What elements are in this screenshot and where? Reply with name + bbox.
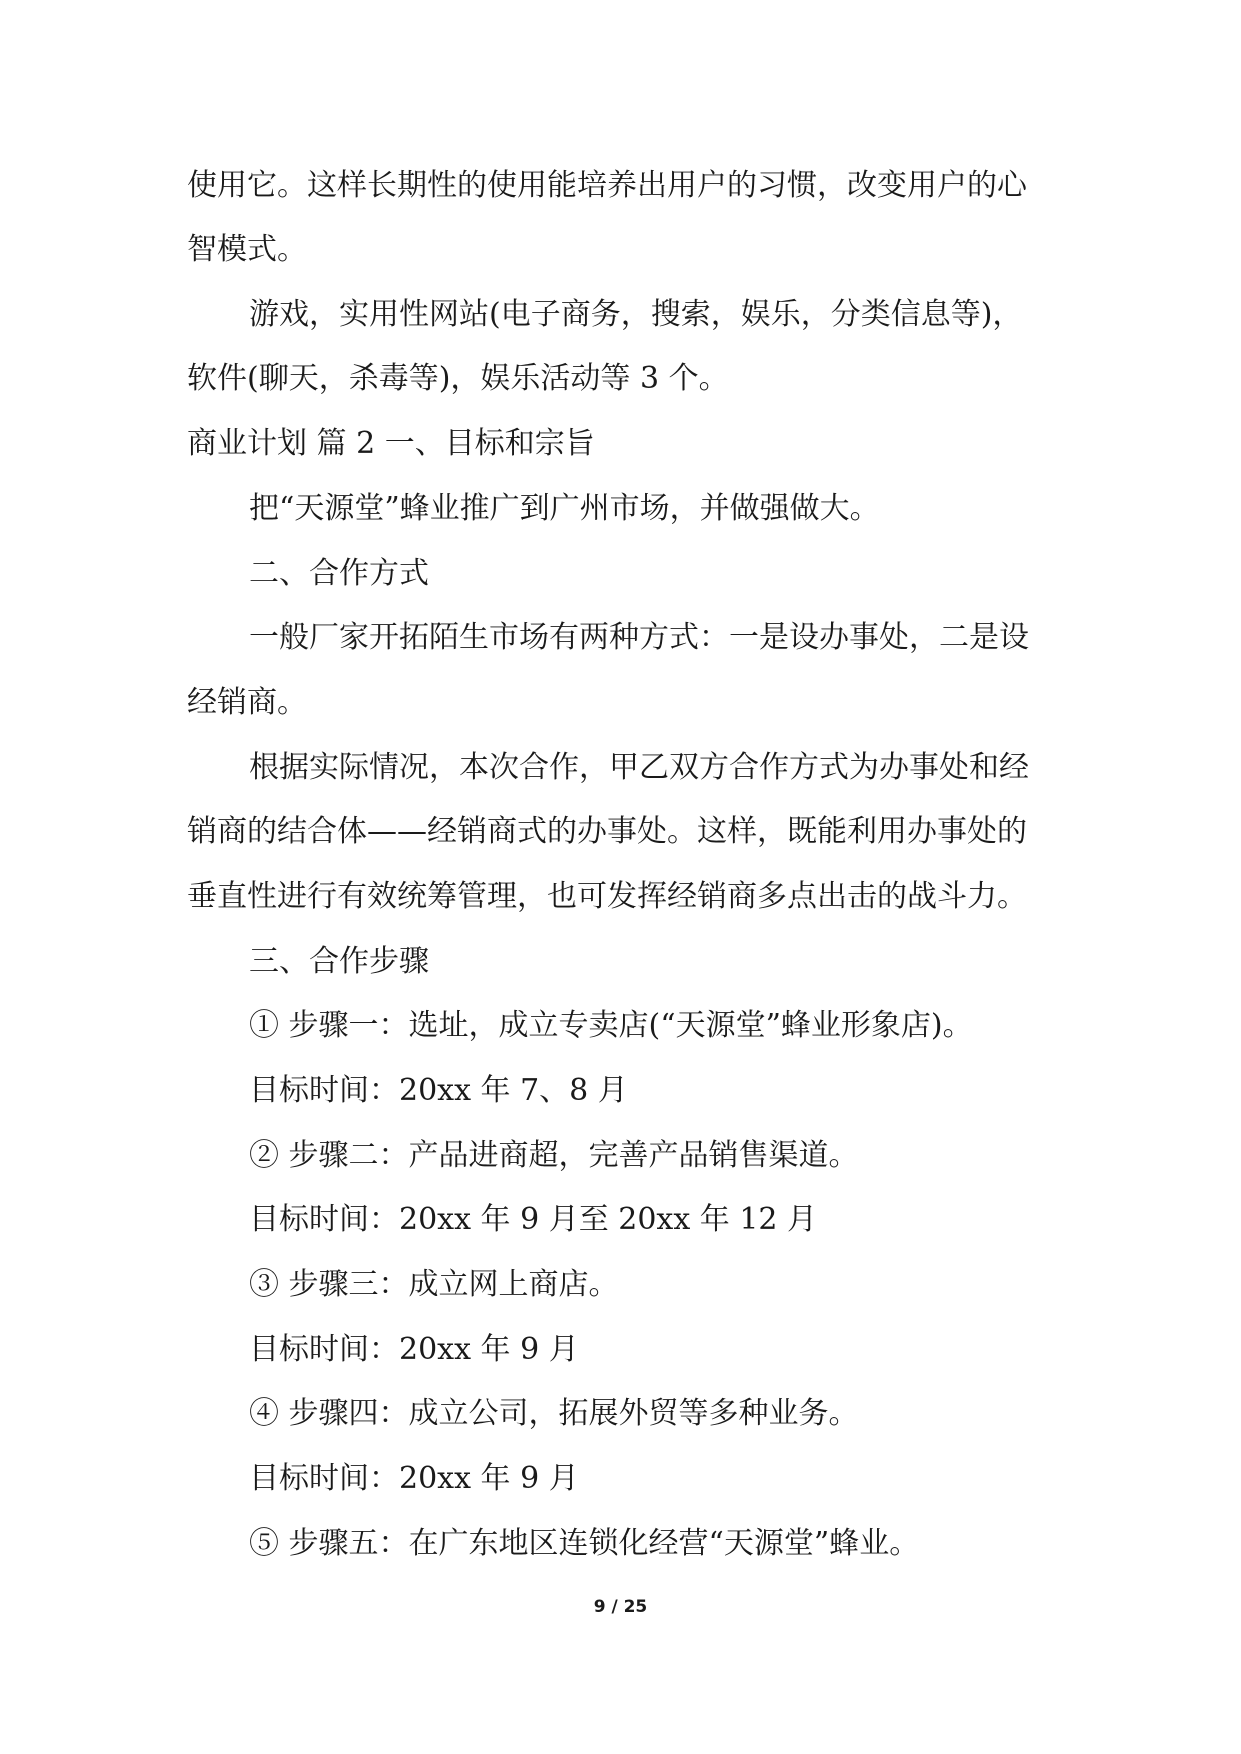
target-time: 目标时间：20xx 年 7、8 月 [249,1073,628,1108]
target-time: 目标时间：20xx 年 9 月至 20xx 年 12 月 [249,1202,818,1237]
step-item: ② 步骤二：产品进商超，完善产品销售渠道。 [249,1138,859,1173]
target-time: 目标时间：20xx 年 9 月 [249,1332,579,1367]
paragraph-line: 垂直性进行有效统筹管理，也可发挥经销商多点出击的战斗力。 [187,879,1027,914]
paragraph-line: 经销商。 [187,685,307,720]
paragraph-line: 游戏，实用性网站(电子商务，搜索，娱乐，分类信息等)， [249,297,1023,332]
paragraph-line: 使用它。这样长期性的使用能培养出用户的习惯，改变用户的心 [187,168,1027,203]
paragraph-line: 一般厂家开拓陌生市场有两种方式：一是设办事处，二是设 [249,620,1029,655]
paragraph-line: 软件(聊天，杀毒等)，娱乐活动等 3 个。 [187,361,729,396]
section-heading: 二、合作方式 [249,556,429,591]
paragraph-line: 智模式。 [187,232,307,267]
step-item: ③ 步骤三：成立网上商店。 [249,1267,619,1302]
target-time: 目标时间：20xx 年 9 月 [249,1461,579,1496]
step-item: ⑤ 步骤五：在广东地区连锁化经营“天源堂”蜂业。 [249,1526,920,1561]
section-heading: 三、合作步骤 [249,944,429,979]
page-number: 9 / 25 [593,1597,648,1617]
paragraph-line: 销商的结合体——经销商式的办事处。这样，既能利用办事处的 [187,814,1027,849]
paragraph-line: 根据实际情况，本次合作，甲乙双方合作方式为办事处和经 [249,750,1029,785]
paragraph-line: 把“天源堂”蜂业推广到广州市场，并做强做大。 [249,491,880,526]
step-item: ④ 步骤四：成立公司，拓展外贸等多种业务。 [249,1396,859,1431]
step-item: ① 步骤一：选址，成立专卖店(“天源堂”蜂业形象店)。 [249,1008,973,1043]
section-heading: 商业计划 篇 2 一、目标和宗旨 [187,426,595,461]
